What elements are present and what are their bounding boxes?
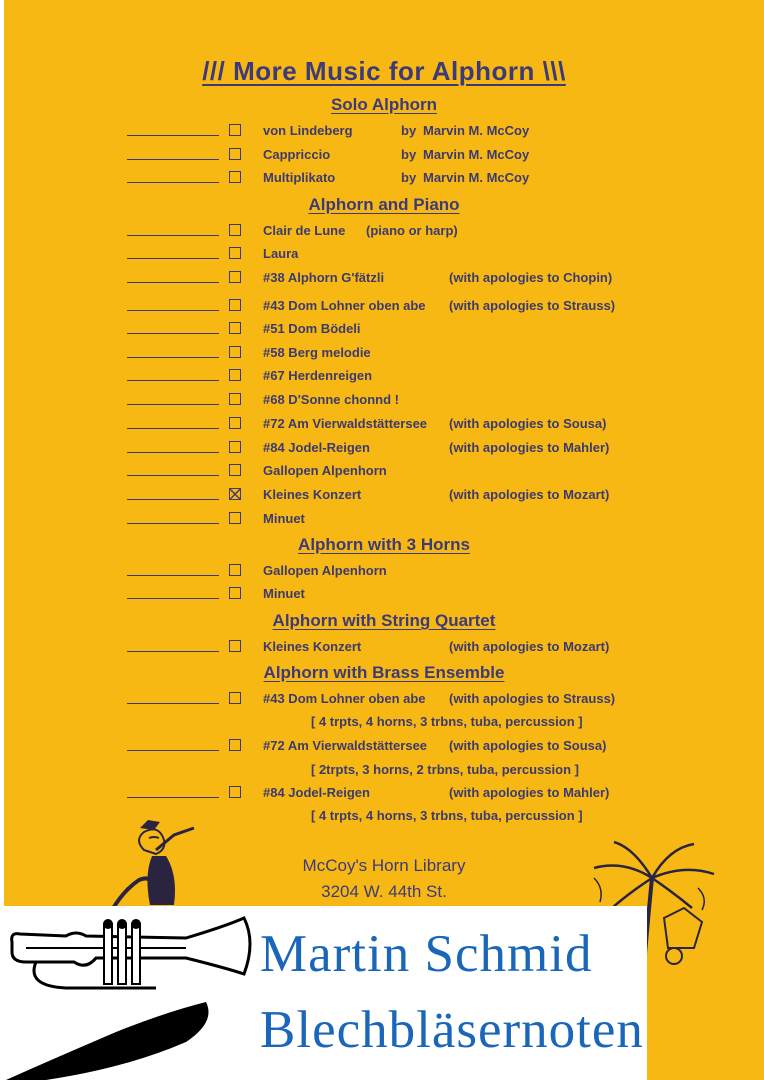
by-label: by — [401, 147, 417, 162]
quantity-line[interactable] — [127, 651, 219, 652]
list-item — [4, 170, 764, 190]
order-checkbox[interactable] — [229, 640, 241, 652]
list-item — [4, 563, 764, 583]
quantity-line[interactable] — [127, 404, 219, 405]
list-item — [4, 223, 764, 243]
order-checkbox[interactable] — [229, 587, 241, 599]
piece-title: Kleines Konzert — [263, 487, 362, 502]
piece-title: Gallopen Alpenhorn — [263, 563, 387, 578]
quantity-line[interactable] — [127, 797, 219, 798]
list-item — [4, 147, 764, 167]
list-item — [4, 270, 764, 290]
instrumentation-note: [ 2trpts, 3 horns, 2 trbns, tuba, percussion ] — [311, 762, 579, 777]
order-checkbox[interactable] — [229, 322, 241, 334]
piece-title: #43 Dom Lohner oben abe — [263, 691, 426, 706]
by-label: by — [401, 170, 417, 185]
order-checkbox[interactable] — [229, 171, 241, 183]
list-item — [4, 785, 764, 805]
instrumentation-note: [ 4 trpts, 4 horns, 3 trbns, tuba, percussion ] — [311, 714, 583, 729]
piece-title: #68 D'Sonne chonnd ! — [263, 392, 399, 407]
order-checkbox[interactable] — [229, 124, 241, 136]
order-checkbox[interactable] — [229, 346, 241, 358]
order-checkbox[interactable] — [229, 739, 241, 751]
banner-subtitle: Blechbläsernoten — [260, 1001, 644, 1059]
quantity-line[interactable] — [127, 235, 219, 236]
piece-title: Clair de Lune — [263, 223, 346, 238]
quantity-line[interactable] — [127, 135, 219, 136]
quantity-line[interactable] — [127, 357, 219, 358]
list-item — [4, 123, 764, 143]
alphorn-player-illustration — [104, 820, 214, 910]
piece-title: Multiplikato — [263, 170, 336, 185]
list-item — [4, 487, 764, 507]
section-heading-horns: Alphorn with 3 Horns — [298, 535, 470, 554]
piece-note: (with apologies to Chopin) — [449, 270, 613, 285]
order-checkbox[interactable] — [229, 148, 241, 160]
list-item — [4, 345, 764, 365]
piece-title: Gallopen Alpenhorn — [263, 463, 387, 478]
order-checkbox[interactable] — [229, 224, 241, 236]
list-item — [4, 639, 764, 659]
piece-note: (with apologies to Strauss) — [449, 298, 616, 313]
piece-title: von Lindeberg — [263, 123, 353, 138]
piece-note: (with apologies to Sousa) — [449, 738, 607, 753]
piece-note: (with apologies to Mahler) — [449, 440, 610, 455]
library-street: 3204 W. 44th St. — [321, 882, 447, 901]
order-checkbox[interactable] — [229, 786, 241, 798]
order-checkbox[interactable] — [229, 564, 241, 576]
banner-title: Martin Schmid — [260, 925, 593, 983]
quantity-line[interactable] — [127, 310, 219, 311]
trumpet-icon — [6, 912, 256, 1080]
instrumentation-note: [ 4 trpts, 4 horns, 3 trbns, tuba, percussion ] — [311, 808, 583, 823]
list-item — [4, 298, 764, 318]
quantity-line[interactable] — [127, 523, 219, 524]
order-checkbox[interactable] — [229, 299, 241, 311]
list-item — [4, 368, 764, 388]
piece-note: (with apologies to Mozart) — [449, 487, 610, 502]
list-item — [4, 738, 764, 758]
quantity-line[interactable] — [127, 499, 219, 500]
list-item — [4, 246, 764, 266]
order-checkbox[interactable] — [229, 369, 241, 381]
piece-note: (with apologies to Sousa) — [449, 416, 607, 431]
list-item — [4, 691, 764, 711]
piece-note: (with apologies to Mahler) — [449, 785, 610, 800]
quantity-line[interactable] — [127, 428, 219, 429]
piece-title: #67 Herdenreigen — [263, 368, 373, 383]
piece-title: Laura — [263, 246, 299, 261]
piece-title: #84 Jodel-Reigen — [263, 440, 370, 455]
order-checkbox[interactable] — [229, 512, 241, 524]
list-item — [4, 321, 764, 341]
section-heading-piano: Alphorn and Piano — [308, 195, 460, 214]
quantity-line[interactable] — [127, 452, 219, 453]
order-checkbox[interactable] — [229, 417, 241, 429]
piece-title: #72 Am Vierwaldstättersee — [263, 416, 428, 431]
order-checkbox-checked[interactable] — [229, 488, 241, 500]
list-item — [4, 392, 764, 412]
piece-note: (with apologies to Strauss) — [449, 691, 616, 706]
piece-title: #38 Alphorn G'fätzli — [263, 270, 385, 285]
list-item — [4, 463, 764, 483]
piece-title: #43 Dom Lohner oben abe — [263, 298, 426, 313]
list-item — [4, 511, 764, 531]
piece-title: #84 Jodel-Reigen — [263, 785, 370, 800]
order-checkbox[interactable] — [229, 271, 241, 283]
section-heading-brass: Alphorn with Brass Ensemble — [263, 663, 505, 682]
piece-note: (piano or harp) — [366, 223, 458, 238]
piece-title: Minuet — [263, 586, 305, 601]
list-item — [4, 416, 764, 436]
piece-title: Minuet — [263, 511, 305, 526]
by-label: by — [401, 123, 417, 138]
page-title: /// More Music for Alphorn \\\ — [202, 56, 566, 86]
quantity-line[interactable] — [127, 750, 219, 751]
list-item — [4, 586, 764, 606]
order-checkbox[interactable] — [229, 692, 241, 704]
composer: Marvin M. McCoy — [423, 147, 530, 162]
piece-title: #72 Am Vierwaldstättersee — [263, 738, 428, 753]
order-checkbox[interactable] — [229, 247, 241, 259]
piece-title: Kleines Konzert — [263, 639, 362, 654]
quantity-line[interactable] — [127, 333, 219, 334]
quantity-line[interactable] — [127, 575, 219, 576]
quantity-line[interactable] — [127, 598, 219, 599]
piece-title: #51 Dom Bödeli — [263, 321, 361, 336]
list-item — [4, 440, 764, 460]
quantity-line[interactable] — [127, 159, 219, 160]
order-sheet — [4, 0, 764, 1080]
quantity-line[interactable] — [127, 380, 219, 381]
piece-note: (with apologies to Mozart) — [449, 639, 610, 654]
piece-title: Cappriccio — [263, 147, 331, 162]
quantity-line[interactable] — [127, 182, 219, 183]
composer: Marvin M. McCoy — [423, 170, 530, 185]
order-checkbox[interactable] — [229, 464, 241, 476]
quantity-line[interactable] — [127, 282, 219, 283]
quantity-line[interactable] — [127, 258, 219, 259]
library-name: McCoy's Horn Library — [302, 856, 466, 875]
composer: Marvin M. McCoy — [423, 123, 530, 138]
order-checkbox[interactable] — [229, 393, 241, 405]
quantity-line[interactable] — [127, 475, 219, 476]
section-heading-strings: Alphorn with String Quartet — [272, 611, 496, 630]
order-checkbox[interactable] — [229, 441, 241, 453]
piece-title: #58 Berg melodie — [263, 345, 371, 360]
quantity-line[interactable] — [127, 703, 219, 704]
section-heading-solo: Solo Alphorn — [330, 95, 438, 114]
